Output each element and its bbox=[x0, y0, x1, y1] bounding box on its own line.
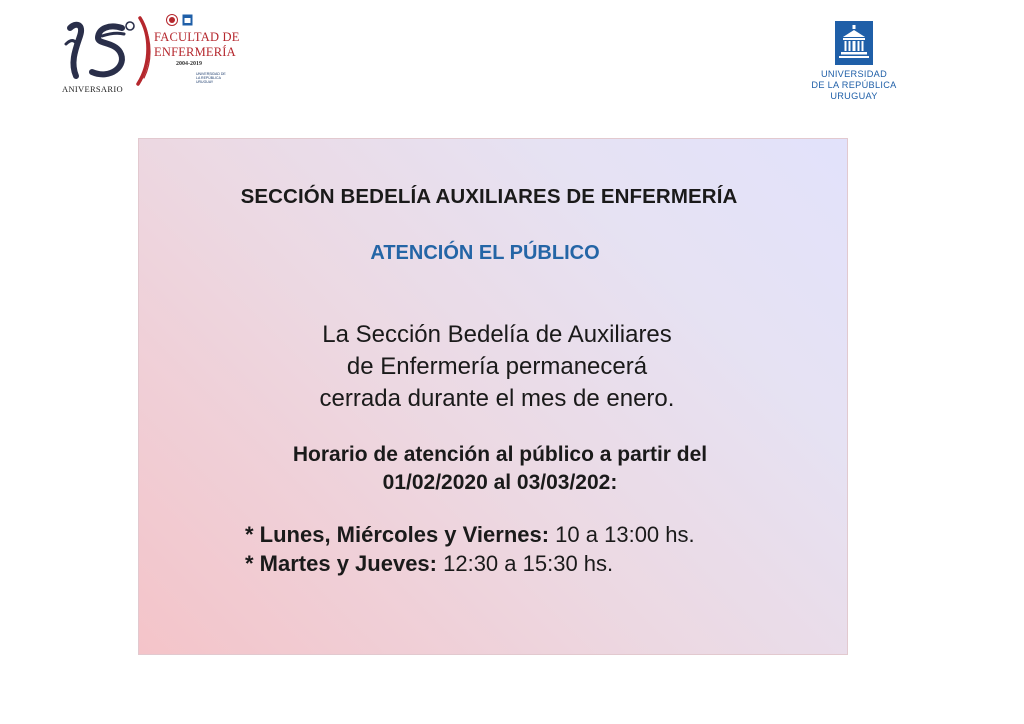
notice-card bbox=[138, 138, 848, 655]
udelar-name-line-1: UNIVERSIDAD bbox=[820, 69, 888, 79]
anniversary-15-mark-icon bbox=[58, 14, 158, 86]
notice-subtitle: ATENCIÓN EL PÚBLICO bbox=[370, 242, 600, 264]
schedule-days: * Martes y Jueves: bbox=[245, 551, 437, 576]
schedule-hours: 12:30 a 15:30 hs. bbox=[437, 551, 614, 576]
schedule-hours: 10 a 13:00 hs. bbox=[549, 522, 695, 547]
udelar-logo bbox=[808, 18, 904, 104]
udelar-building-emblem-icon bbox=[835, 21, 873, 65]
anniversary-years: 2004-2019 bbox=[176, 61, 202, 67]
faculty-name-line-1: FACULTAD DE bbox=[154, 30, 240, 44]
announcement-line: de Enfermería permanecerá bbox=[346, 353, 648, 380]
faculty-seal-icon bbox=[166, 14, 178, 26]
schedule-heading bbox=[139, 441, 861, 497]
udelar-name-line-2: DE LA REPÚBLICA bbox=[811, 80, 897, 90]
closure-announcement bbox=[139, 319, 855, 415]
schedule-heading-line: 01/02/2020 al 03/03/202: bbox=[382, 471, 618, 494]
university-mini-text: UNIVERSIDAD DE LA REPÚBLICA URUGUAY bbox=[196, 72, 226, 84]
schedule-days: * Lunes, Miércoles y Viernes: bbox=[245, 522, 550, 547]
schedule-item bbox=[245, 549, 695, 578]
university-mini-emblem-icon bbox=[182, 14, 193, 26]
schedule-list bbox=[245, 520, 695, 578]
announcement-line: La Sección Bedelía de Auxiliares bbox=[322, 321, 672, 348]
announcement-line: cerrada durante el mes de enero. bbox=[319, 385, 675, 412]
udelar-name-line-3: URUGUAY bbox=[830, 91, 878, 101]
faculty-name-line-2: ENFERMERÍA bbox=[154, 45, 236, 59]
faculty-anniversary-logo bbox=[58, 14, 248, 98]
schedule-heading-line: Horario de atención al público a partir del bbox=[292, 443, 708, 466]
schedule-item bbox=[245, 520, 695, 549]
anniversary-label: ANIVERSARIO bbox=[62, 84, 123, 94]
section-title: SECCIÓN BEDELÍA AUXILIARES DE ENFERMERÍA bbox=[240, 185, 738, 208]
